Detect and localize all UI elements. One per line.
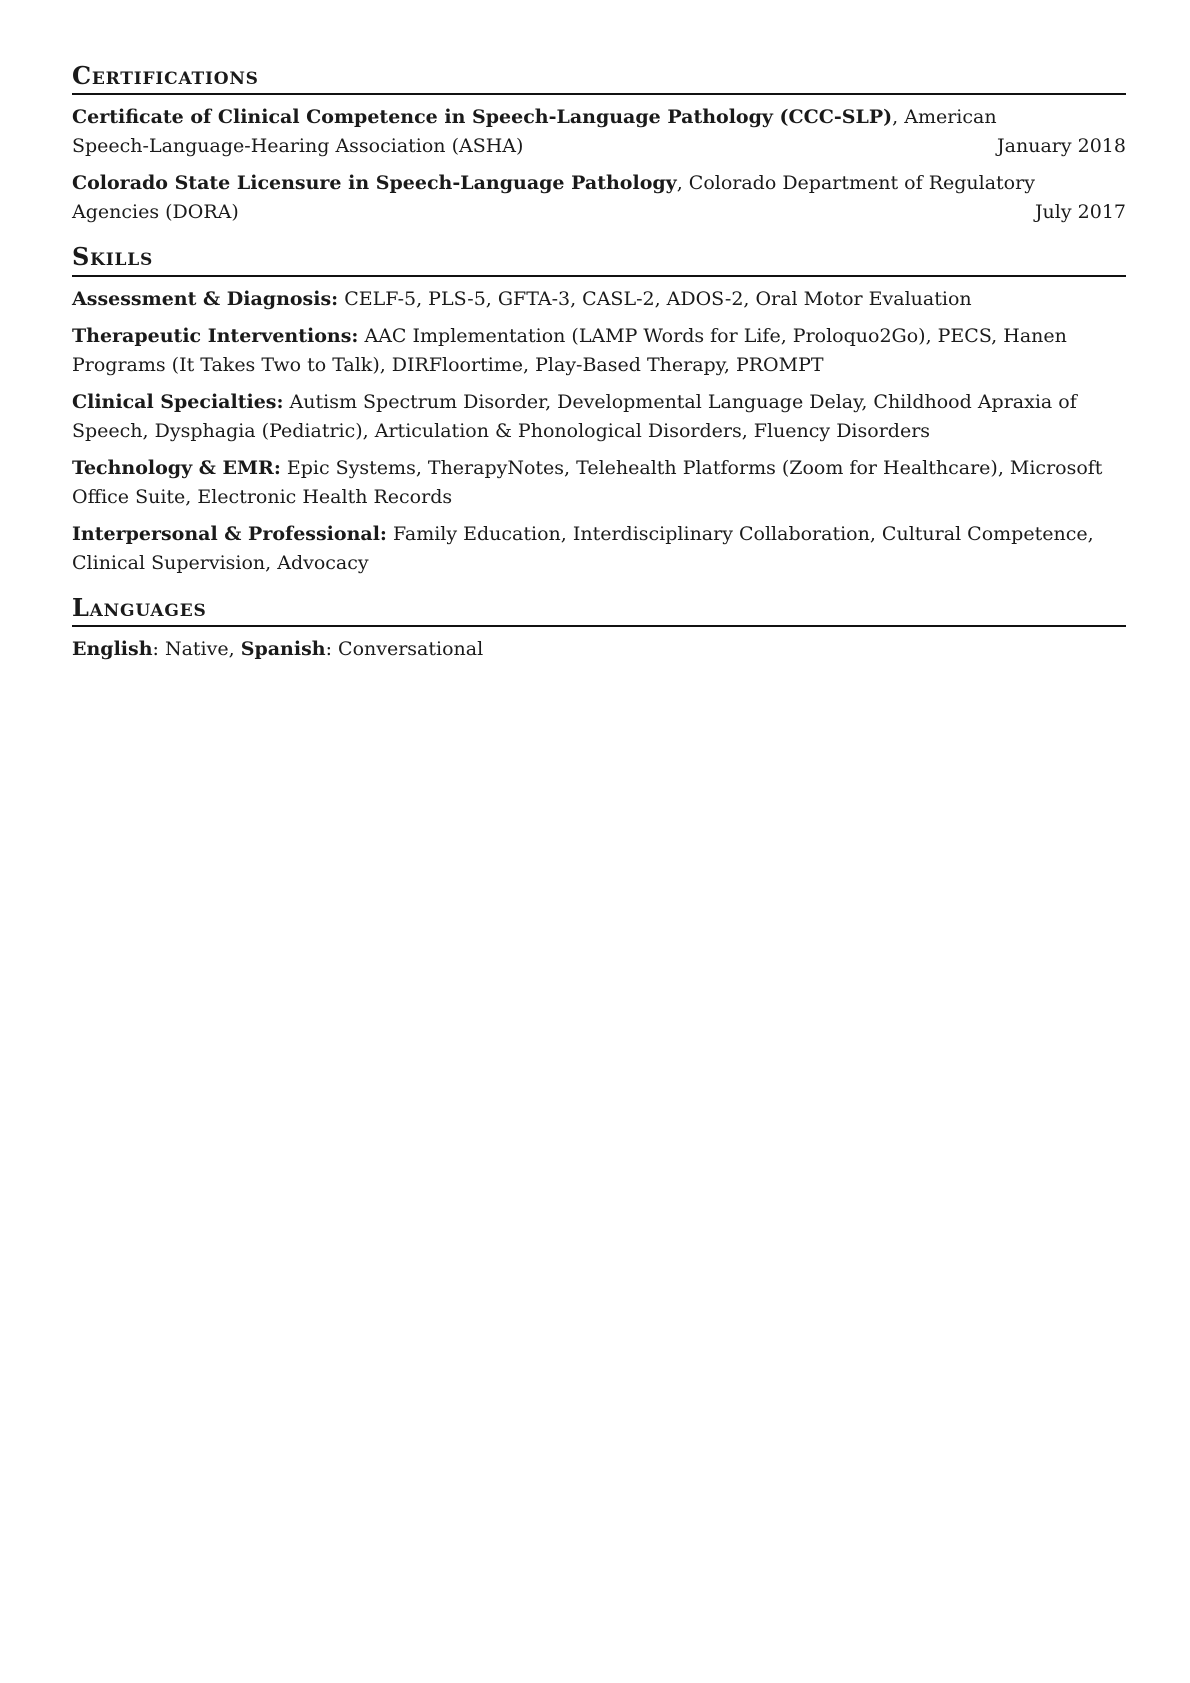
skill-label: Interpersonal & Professional:	[72, 522, 387, 545]
skill-value: Epic Systems, TherapyNotes, Telehealth Platforms (Zoom for Healthcare), Microsoft Office Suite, Electronic Health Records	[72, 456, 1103, 508]
certification-issuer: , Colorado Department of Regulatory	[676, 172, 1035, 195]
certification-date: January 2018	[997, 135, 1126, 158]
skill-item	[72, 520, 1126, 578]
languages-section	[72, 592, 1126, 664]
certification-issuer-continued: Agencies (DORA)	[72, 201, 239, 224]
language-name: Spanish	[240, 638, 326, 661]
skill-label: Technology & EMR:	[72, 456, 281, 479]
skill-label: Assessment & Diagnosis:	[72, 287, 339, 310]
skill-value: Family Education, Interdisciplinary Collaboration, Cultural Competence, Clinical Supervision, Advocacy	[72, 522, 1094, 574]
skill-label: Clinical Specialties:	[72, 390, 284, 413]
skill-item	[72, 388, 1126, 446]
language-level: : Native	[152, 638, 229, 661]
skill-item	[72, 285, 1126, 314]
certification-entry	[72, 103, 1126, 161]
certification-date: July 2017	[1034, 201, 1126, 224]
certification-entry	[72, 169, 1126, 227]
skill-item	[72, 322, 1126, 380]
certifications-section	[72, 60, 1126, 227]
skills-section	[72, 241, 1126, 577]
skill-item	[72, 454, 1126, 512]
language-level: : Conversational	[325, 638, 484, 661]
certification-issuer-continued: Speech-Language-Hearing Association (ASHA)	[72, 135, 524, 158]
skill-value: Autism Spectrum Disorder, Developmental Language Delay, Childhood Apraxia of Speech, Dysphagia (Pediatric), Articulation & Phonological Disorders, Fluency Disorders	[72, 390, 1077, 442]
skill-label: Therapeutic Interventions:	[72, 324, 359, 347]
languages-list	[72, 635, 1126, 664]
language-separator: ,	[228, 638, 241, 661]
certification-name: Colorado State Licensure in Speech-Language Pathology	[72, 172, 677, 195]
skill-value: CELF-5, PLS-5, GFTA-3, CASL-2, ADOS-2, Oral Motor Evaluation	[338, 287, 972, 310]
resume-page	[72, 60, 1126, 678]
section-title-languages: Languages	[72, 592, 1126, 627]
section-title-skills: Skills	[72, 241, 1126, 276]
skill-value: AAC Implementation (LAMP Words for Life, Proloquo2Go), PECS, Hanen Programs (It Takes Two to Talk), DIRFloortime, Play-Based Therapy, PROMPT	[72, 324, 1067, 376]
certification-issuer: , American	[892, 106, 997, 129]
certification-name: Certificate of Clinical Competence in Speech-Language Pathology (CCC-SLP)	[72, 106, 893, 129]
section-title-certifications: Certifications	[72, 60, 1126, 95]
language-name: English	[72, 638, 153, 661]
